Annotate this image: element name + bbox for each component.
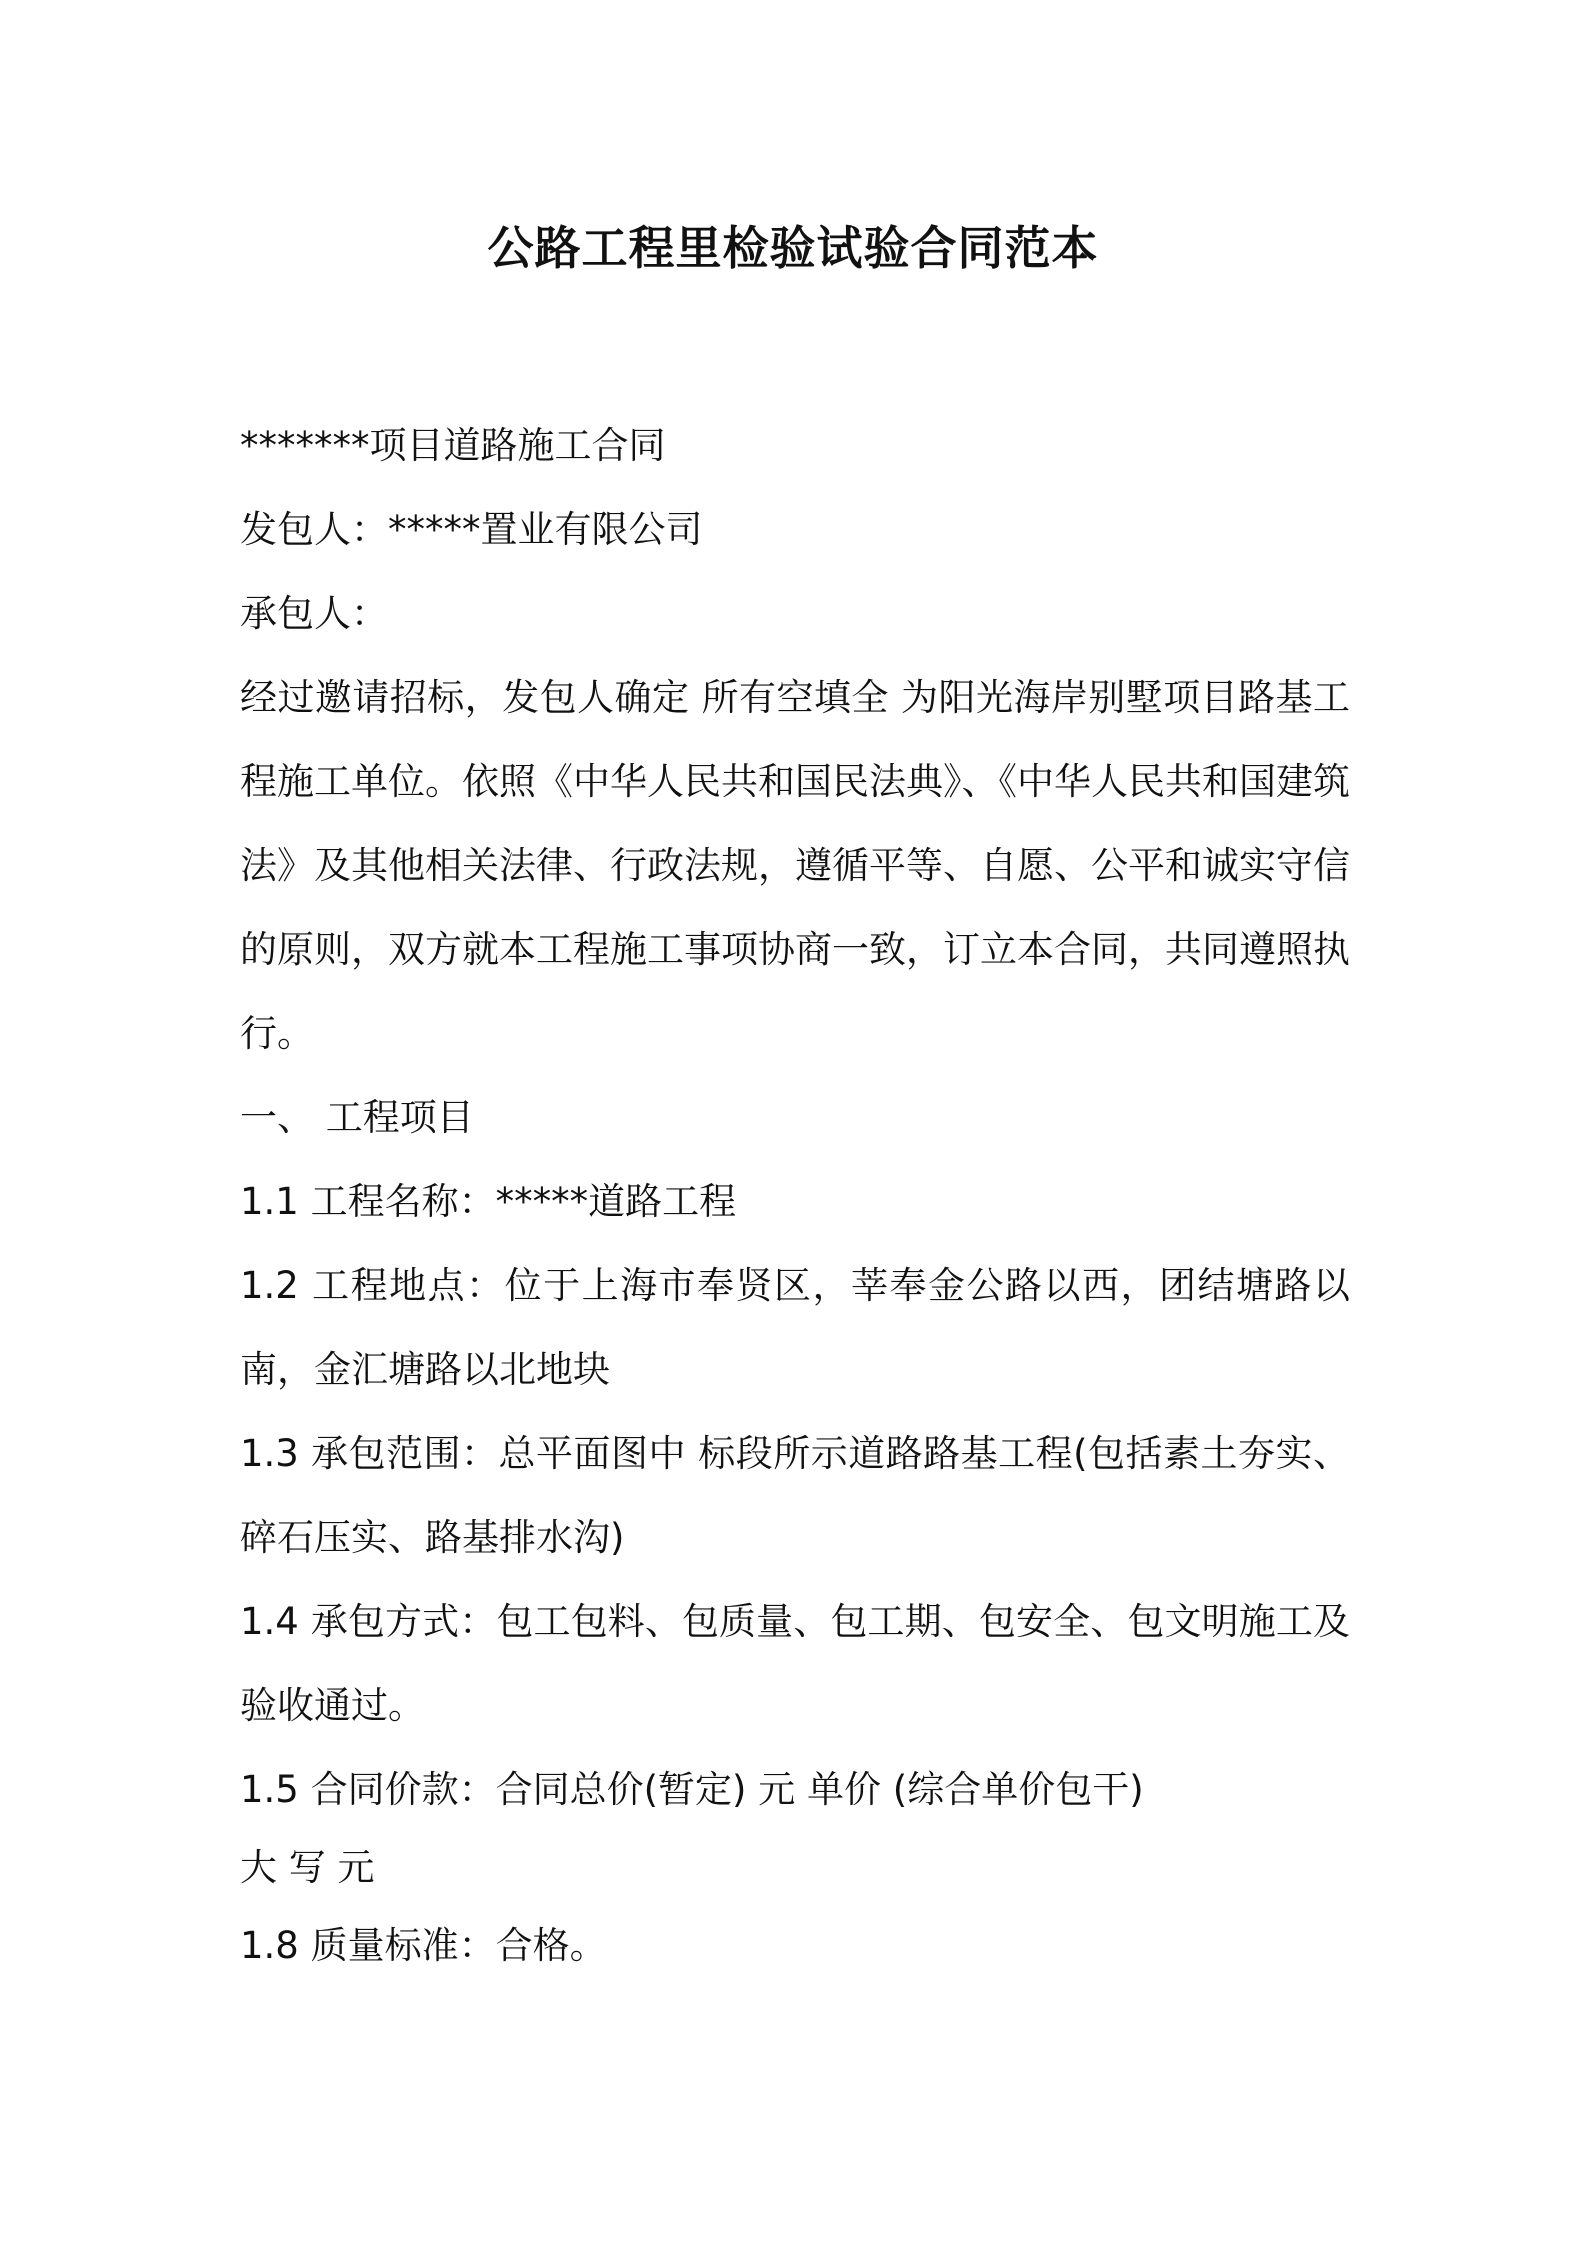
item-1-2: 1.2 工程地点：位于上海市奉贤区，莘奉金公路以西，团结塘路以南，金汇塘路以北地块	[240, 1264, 1350, 1391]
document-title: 公路工程里检验试验合同范本	[487, 221, 1099, 275]
item-1-3: 1.3 承包范围：总平面图中 标段所示道路路基工程(包括素土夯实、碎石压实、路基排水沟)	[240, 1432, 1350, 1559]
section-heading-1: 一、 工程项目	[240, 1096, 474, 1139]
item-1-4: 1.4 承包方式：包工包料、包质量、包工期、包安全、包文明施工及验收通过。	[240, 1600, 1350, 1727]
item-1-5: 1.5 合同价款：合同总价(暂定) 元 单价 (综合单价包干)	[240, 1768, 1144, 1811]
document-body	[240, 404, 1350, 1988]
employer-line: 发包人：*****置业有限公司	[240, 508, 703, 551]
item-1-8: 1.8 质量标准：合格。	[240, 1924, 607, 1967]
capital-amount-line: 大 写 元	[240, 1846, 375, 1889]
item-1-1: 1.1 工程名称：*****道路工程	[240, 1180, 737, 1223]
contractor-line: 承包人：	[240, 592, 388, 635]
project-heading: *******项目道路施工合同	[240, 424, 666, 467]
preamble-paragraph: 经过邀请招标，发包人确定 所有空填全 为阳光海岸别墅项目路基工程施工单位。依照《中华人民共和国民法典》、《中华人民共和国建筑法》及其他相关法律、行政法规，遵循平等、自愿、公平和诚实守信的原则，双方就本工程施工事项协商一致，订立本合同，共同遵照执行。	[240, 676, 1350, 1055]
